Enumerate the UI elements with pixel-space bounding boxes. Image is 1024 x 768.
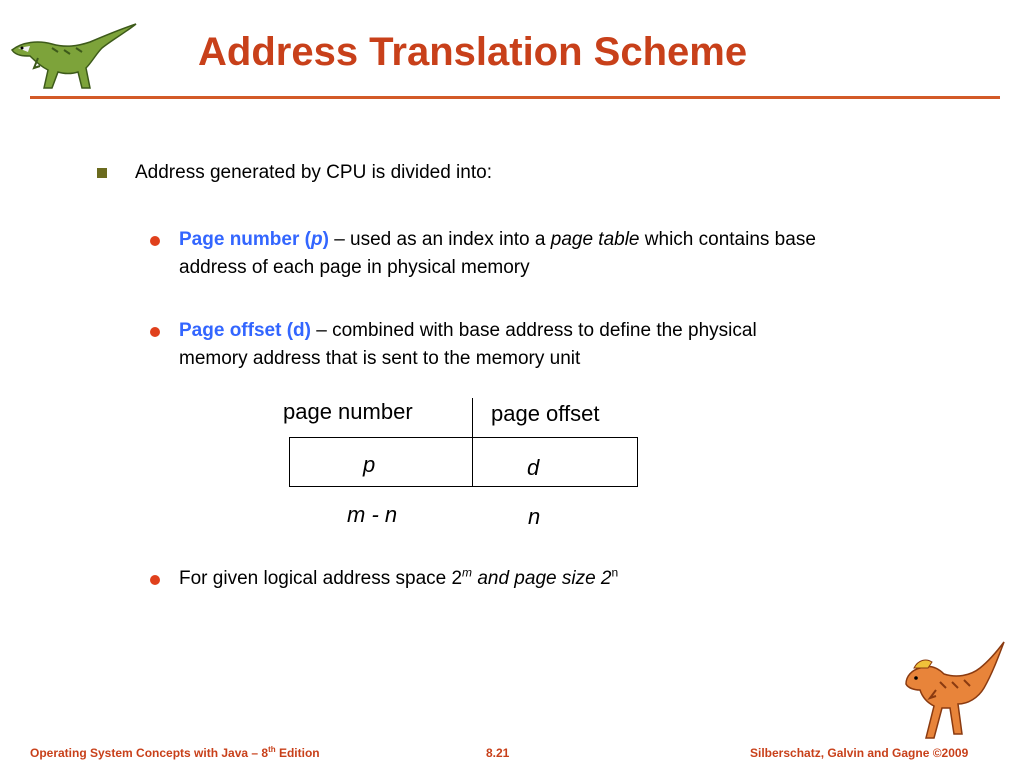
footer-book-title: Operating System Concepts with Java – 8th Edition bbox=[30, 745, 320, 760]
page-number-bullet-text: Page number (p) – used as an index into a page table which contains base address of each page in physical memory bbox=[179, 229, 816, 278]
page-offset-cell: d bbox=[527, 455, 540, 480]
green-dinosaur-logo-icon bbox=[8, 18, 144, 94]
page-offset-term: Page offset (d) bbox=[179, 320, 311, 341]
page-number-term: Page number (p) bbox=[179, 229, 329, 250]
round-bullet-icon bbox=[150, 575, 160, 585]
logical-address-bullet-text: For given logical address space 2$^m$ and page size 2$^n$ bbox=[179, 565, 619, 589]
slide-title: Address Translation Scheme bbox=[198, 30, 748, 74]
round-bullet-icon bbox=[150, 327, 160, 337]
diagram-divider-top bbox=[472, 398, 473, 437]
footer-authors: Silberschatz, Galvin and Gagne ©2009 bbox=[750, 746, 969, 760]
page-offset-label: page offset bbox=[491, 401, 600, 426]
address-field-box bbox=[289, 437, 638, 487]
footer-slide-number: 8.21 bbox=[486, 746, 510, 760]
square-bullet-icon bbox=[97, 168, 107, 178]
page-number-label: page number bbox=[283, 399, 413, 424]
title-underline bbox=[30, 96, 1000, 99]
address-field-divider bbox=[472, 437, 473, 487]
main-bullet-text: Address generated by CPU is divided into: bbox=[135, 162, 492, 183]
page-offset-bits: n bbox=[528, 504, 541, 529]
page-number-cell: p bbox=[363, 452, 376, 477]
round-bullet-icon bbox=[150, 236, 160, 246]
page-number-bits: m - n bbox=[347, 502, 398, 527]
orange-dinosaur-logo-icon bbox=[900, 638, 1012, 746]
page-offset-bullet-text: Page offset (d) – combined with base address to define the physical memory address that is sent to the memory unit bbox=[179, 320, 757, 369]
